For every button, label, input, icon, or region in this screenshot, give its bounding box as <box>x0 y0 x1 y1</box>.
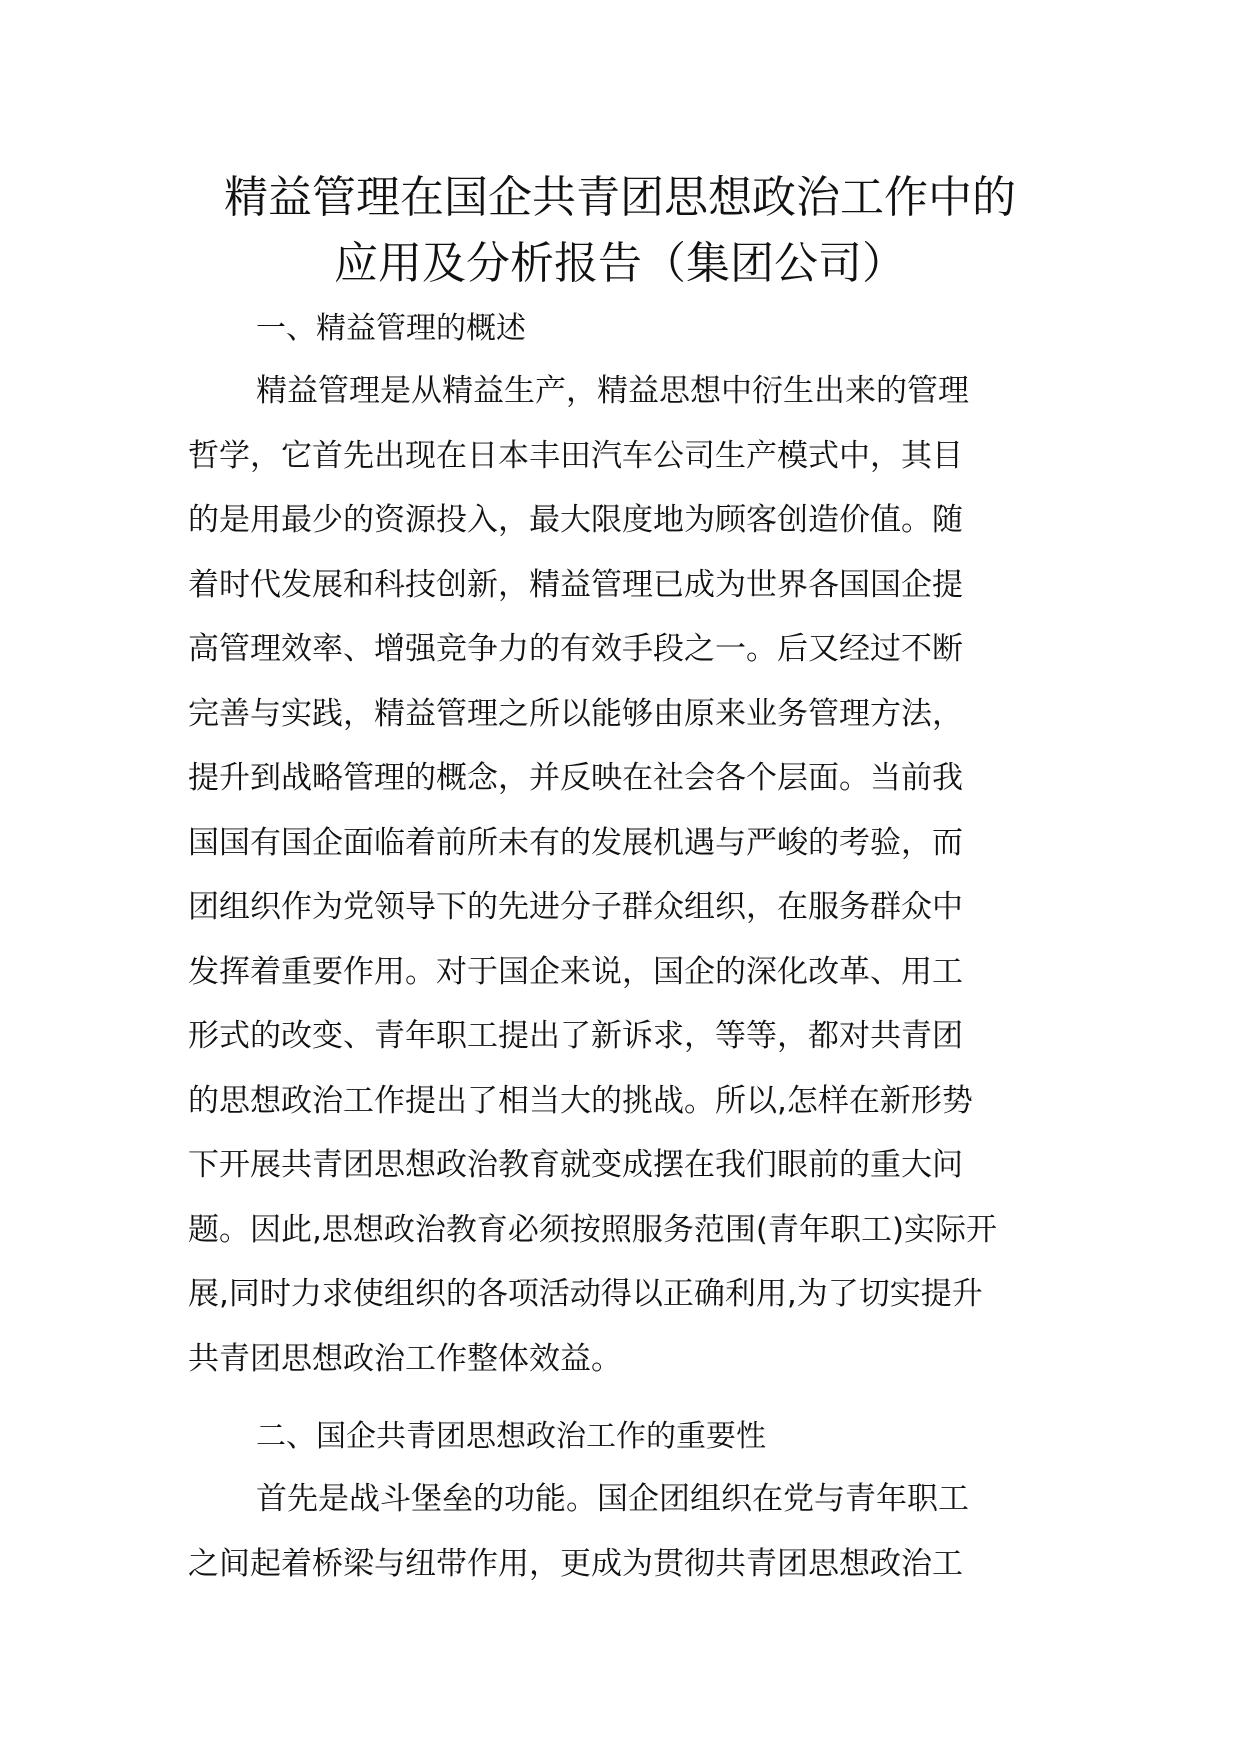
section-heading-overview: 一、精益管理的概述 <box>256 311 526 346</box>
paragraph-line: 展,同时力求使组织的各项活动得以正确利用,为了切实提升 <box>188 1276 983 1312</box>
paragraph-line: 国国有国企面临着前所未有的发展机遇与严峻的考验，而 <box>188 824 963 861</box>
paragraph-line: 完善与实践，精益管理之所以能够由原来业务管理方法， <box>188 695 963 732</box>
paragraph-line: 的是用最少的资源投入，最大限度地为顾客创造价值。随 <box>188 502 963 538</box>
paragraph-line: 下开展共青团思想政治教育就变成摆在我们眼前的重大问 <box>188 1147 963 1183</box>
paragraph-line: 高管理效率、增强竞争力的有效手段之一。后又经过不断 <box>188 631 963 667</box>
paragraph-line: 提升到战略管理的概念，并反映在社会各个层面。当前我 <box>188 760 963 796</box>
paragraph-line: 发挥着重要作用。对于国企来说，国企的深化改革、用工 <box>188 953 963 990</box>
paragraph-line: 团组织作为党领导下的先进分子群众组织，在服务群众中 <box>188 889 963 925</box>
document-title-line-1: 精益管理在国企共青团思想政治工作中的 <box>224 172 1016 223</box>
paragraph-line: 形式的改变、青年职工提出了新诉求，等等，都对共青团 <box>188 1018 963 1054</box>
paragraph-line: 题。因此,思想政治教育必须按照服务范围(青年职工)实际开 <box>188 1211 998 1248</box>
section-paragraph-overview <box>188 359 1052 1391</box>
paragraph-line: 之间起着桥梁与纽带作用，更成为贯彻共青团思想政治工 <box>188 1545 963 1582</box>
paragraph-line: 精益管理是从精益生产，精益思想中衍生出来的管理 <box>256 373 969 409</box>
paragraph-line: 共青团思想政治工作整体效益。 <box>188 1340 622 1377</box>
paragraph-line: 哲学，它首先出现在日本丰田汽车公司生产模式中，其目 <box>188 437 963 474</box>
paragraph-line: 首先是战斗堡垒的功能。国企团组织在党与青年职工 <box>256 1481 969 1517</box>
section-heading-importance: 二、国企共青团思想政治工作的重要性 <box>256 1419 766 1454</box>
paragraph-line: 的思想政治工作提出了相当大的挑战。所以,怎样在新形势 <box>188 1082 973 1119</box>
document-title-line-2: 应用及分析报告（集团公司） <box>334 238 906 289</box>
section-paragraph-importance <box>188 1467 1052 1596</box>
paragraph-line: 着时代发展和科技创新，精益管理已成为世界各国国企提 <box>188 566 963 603</box>
